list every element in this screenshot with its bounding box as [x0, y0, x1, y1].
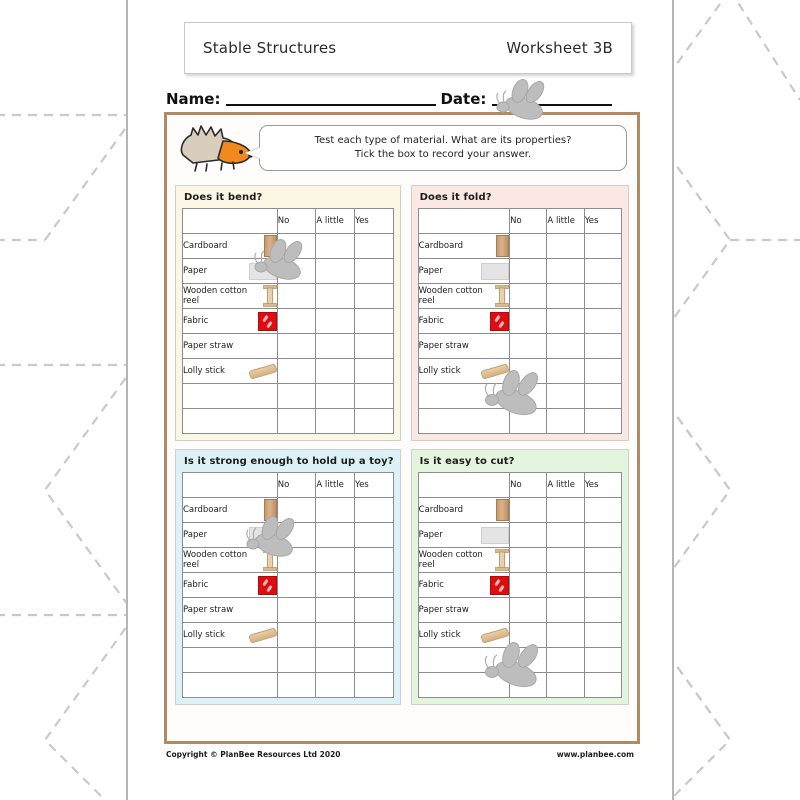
checkbox-cell-a-little[interactable] [316, 598, 355, 623]
fabric-icon [490, 576, 509, 595]
checkbox-cell-yes[interactable] [355, 234, 394, 259]
property-table-fold [418, 208, 622, 434]
property-table-cut [418, 472, 622, 698]
checkbox-cell-yes[interactable] [584, 673, 621, 698]
copyright-text: Copyright © PlanBee Resources Ltd 2020 [166, 750, 341, 759]
property-table-bend [182, 208, 394, 434]
checkbox-cell-no[interactable] [277, 284, 316, 309]
checkbox-cell-yes[interactable] [584, 334, 621, 359]
table-row [183, 259, 394, 284]
fabric-icon [490, 312, 509, 331]
checkbox-cell-yes[interactable] [355, 384, 394, 409]
table-row [183, 498, 394, 523]
material-cell-blank[interactable] [418, 648, 510, 673]
checkbox-cell-a-little[interactable] [316, 623, 355, 648]
table-row [183, 598, 394, 623]
checkbox-cell-a-little[interactable] [316, 409, 355, 434]
checkbox-cell-yes[interactable] [584, 598, 621, 623]
checkbox-cell-a-little[interactable] [547, 359, 584, 384]
material-label: Paper [183, 266, 208, 276]
lolly-stick-icon [248, 627, 277, 643]
worksheet-topic: Stable Structures [203, 39, 337, 57]
checkbox-cell-yes[interactable] [355, 498, 394, 523]
table-row [418, 409, 621, 434]
checkbox-cell-yes[interactable] [355, 334, 394, 359]
cotton-reel-icon [263, 549, 277, 571]
checkbox-cell-no[interactable] [277, 384, 316, 409]
checkbox-cell-yes[interactable] [355, 359, 394, 384]
material-cell [418, 623, 510, 648]
material-cell [183, 523, 278, 548]
material-label: Paper [418, 266, 443, 276]
checkbox-cell-no[interactable] [510, 598, 547, 623]
paper-icon [249, 527, 277, 544]
table-header-row [418, 209, 621, 234]
fabric-icon [258, 576, 277, 595]
name-input-line[interactable] [226, 90, 436, 106]
checkbox-cell-a-little[interactable] [547, 234, 584, 259]
checkbox-cell-no[interactable] [277, 573, 316, 598]
checkbox-cell-a-little[interactable] [547, 284, 584, 309]
table-row [418, 284, 621, 309]
table-row [418, 309, 621, 334]
material-cell [418, 523, 510, 548]
material-label: Paper [183, 530, 208, 540]
checkbox-cell-a-little[interactable] [547, 573, 584, 598]
checkbox-cell-no[interactable] [510, 573, 547, 598]
checkbox-cell-no[interactable] [277, 334, 316, 359]
checkbox-cell-yes[interactable] [584, 523, 621, 548]
checkbox-cell-yes[interactable] [584, 409, 621, 434]
checkbox-cell-no[interactable] [510, 284, 547, 309]
table-row [418, 548, 621, 573]
checkbox-cell-a-little[interactable] [316, 648, 355, 673]
material-label: Paper straw [183, 605, 234, 615]
col-yes: Yes [355, 473, 394, 498]
material-cell [418, 598, 510, 623]
material-label: Wooden cotton reel [418, 550, 483, 570]
checkbox-cell-a-little[interactable] [547, 409, 584, 434]
section-does-it-bend [175, 185, 401, 441]
checkbox-cell-no[interactable] [277, 648, 316, 673]
material-label: Paper [418, 530, 443, 540]
checkbox-cell-a-little[interactable] [316, 359, 355, 384]
material-label: Cardboard [418, 241, 464, 251]
checkbox-cell-a-little[interactable] [547, 384, 584, 409]
bubble-tail [245, 147, 261, 159]
material-label: Fabric [418, 580, 444, 590]
material-label: Wooden cotton reel [418, 286, 483, 306]
checkbox-cell-no[interactable] [277, 598, 316, 623]
checkbox-cell-a-little[interactable] [547, 309, 584, 334]
col-yes: Yes [355, 209, 394, 234]
table-row [183, 384, 394, 409]
header-title-box [184, 22, 632, 74]
cardboard-icon [496, 499, 509, 521]
checkbox-cell-yes[interactable] [355, 598, 394, 623]
material-label: Paper straw [183, 341, 234, 351]
paper-icon [481, 527, 509, 544]
material-cell-blank[interactable] [183, 673, 278, 698]
checkbox-cell-yes[interactable] [584, 498, 621, 523]
page-footer [166, 750, 634, 759]
paper-icon [249, 263, 277, 280]
website-text: www.planbee.com [556, 750, 634, 759]
col-a-little: A little [547, 473, 584, 498]
instruction-row [175, 125, 629, 179]
checkbox-cell-no[interactable] [510, 359, 547, 384]
table-row [418, 334, 621, 359]
table-row [418, 359, 621, 384]
material-cell-blank[interactable] [418, 384, 510, 409]
checkbox-cell-a-little[interactable] [316, 673, 355, 698]
table-row [183, 334, 394, 359]
sections-grid [175, 185, 629, 691]
table-row [183, 234, 394, 259]
material-cell [183, 598, 278, 623]
checkbox-cell-a-little[interactable] [316, 259, 355, 284]
material-label: Lolly stick [183, 366, 225, 376]
col-material [183, 209, 278, 234]
checkbox-cell-yes[interactable] [584, 284, 621, 309]
table-row [183, 409, 394, 434]
checkbox-cell-no[interactable] [277, 623, 316, 648]
material-label: Cardboard [183, 505, 228, 515]
checkbox-cell-yes[interactable] [355, 548, 394, 573]
checkbox-cell-no[interactable] [277, 498, 316, 523]
checkbox-cell-a-little[interactable] [316, 309, 355, 334]
material-cell [183, 623, 278, 648]
material-label: Cardboard [183, 241, 228, 251]
material-cell [183, 259, 278, 284]
material-cell [418, 309, 510, 334]
material-label: Fabric [183, 316, 209, 326]
checkbox-cell-yes[interactable] [355, 623, 394, 648]
col-material [183, 473, 278, 498]
checkbox-cell-no[interactable] [510, 309, 547, 334]
checkbox-cell-no[interactable] [510, 673, 547, 698]
checkbox-cell-no[interactable] [510, 234, 547, 259]
paper-icon [481, 263, 509, 280]
checkbox-cell-a-little[interactable] [547, 673, 584, 698]
checkbox-cell-a-little[interactable] [547, 523, 584, 548]
material-cell [183, 548, 278, 573]
checkbox-cell-yes[interactable] [355, 284, 394, 309]
checkbox-cell-yes[interactable] [355, 259, 394, 284]
checkbox-cell-no[interactable] [277, 548, 316, 573]
checkbox-cell-a-little[interactable] [316, 234, 355, 259]
date-label: Date: [440, 90, 487, 108]
material-label: Wooden cotton reel [183, 550, 248, 570]
table-row [183, 284, 394, 309]
material-label: Fabric [183, 580, 209, 590]
checkbox-cell-yes[interactable] [584, 259, 621, 284]
checkbox-cell-yes[interactable] [355, 409, 394, 434]
material-cell [418, 359, 510, 384]
checkbox-cell-a-little[interactable] [547, 259, 584, 284]
table-row [418, 573, 621, 598]
checkbox-cell-no[interactable] [510, 623, 547, 648]
checkbox-cell-no[interactable] [277, 259, 316, 284]
checkbox-cell-no[interactable] [277, 234, 316, 259]
checkbox-cell-yes[interactable] [584, 384, 621, 409]
material-label: Wooden cotton reel [183, 286, 248, 306]
table-row [183, 523, 394, 548]
material-cell [183, 573, 278, 598]
material-cell [418, 234, 510, 259]
material-cell [183, 309, 278, 334]
date-input-line[interactable] [492, 90, 612, 106]
checkbox-cell-no[interactable] [510, 498, 547, 523]
table-header-row [183, 209, 394, 234]
table-row [183, 359, 394, 384]
col-no: No [510, 473, 547, 498]
instruction-line-2: Tick the box to record your answer. [354, 149, 532, 160]
cotton-reel-icon [263, 285, 277, 307]
table-row [418, 648, 621, 673]
cardboard-icon [496, 235, 509, 257]
instruction-line-1: Test each type of material. What are its properties? [314, 135, 572, 146]
checkbox-cell-yes[interactable] [355, 573, 394, 598]
material-cell-blank[interactable] [183, 648, 278, 673]
col-material [418, 209, 510, 234]
cotton-reel-icon [495, 549, 509, 571]
checkbox-cell-yes[interactable] [584, 573, 621, 598]
cardboard-icon [264, 235, 277, 257]
col-yes: Yes [584, 473, 621, 498]
col-material [418, 473, 510, 498]
checkbox-cell-no[interactable] [510, 334, 547, 359]
checkbox-cell-a-little[interactable] [316, 548, 355, 573]
table-header-row [418, 473, 621, 498]
table-row [418, 259, 621, 284]
lolly-stick-icon [480, 363, 509, 379]
checkbox-cell-a-little[interactable] [316, 384, 355, 409]
col-no: No [277, 209, 316, 234]
checkbox-cell-a-little[interactable] [316, 498, 355, 523]
fabric-icon [258, 312, 277, 331]
material-cell [183, 284, 278, 309]
checkbox-cell-yes[interactable] [584, 359, 621, 384]
worksheet-page [126, 0, 674, 800]
material-cell [418, 284, 510, 309]
checkbox-cell-yes[interactable] [355, 648, 394, 673]
hedgehog-icon [177, 123, 255, 175]
instruction-bubble [259, 125, 627, 171]
checkbox-cell-yes[interactable] [584, 309, 621, 334]
section-is-it-easy-to-cut [411, 449, 629, 705]
lolly-stick-icon [480, 627, 509, 643]
content-frame [164, 112, 640, 744]
material-cell-blank[interactable] [183, 409, 278, 434]
checkbox-cell-yes[interactable] [584, 648, 621, 673]
col-a-little: A little [316, 473, 355, 498]
lolly-stick-icon [248, 363, 277, 379]
section-title: Does it bend? [184, 192, 263, 203]
checkbox-cell-a-little[interactable] [316, 573, 355, 598]
checkbox-cell-a-little[interactable] [547, 648, 584, 673]
checkbox-cell-no[interactable] [510, 548, 547, 573]
table-row [418, 598, 621, 623]
material-label: Fabric [418, 316, 444, 326]
table-row [183, 623, 394, 648]
material-label: Lolly stick [418, 366, 461, 376]
name-label: Name: [166, 90, 221, 108]
material-cell [418, 259, 510, 284]
material-cell [418, 573, 510, 598]
checkbox-cell-no[interactable] [277, 359, 316, 384]
checkbox-cell-no[interactable] [277, 673, 316, 698]
material-label: Lolly stick [418, 630, 461, 640]
checkbox-cell-yes[interactable] [355, 673, 394, 698]
table-row [183, 648, 394, 673]
col-a-little: A little [316, 209, 355, 234]
checkbox-cell-no[interactable] [510, 384, 547, 409]
material-cell [183, 234, 278, 259]
checkbox-cell-a-little[interactable] [547, 623, 584, 648]
cardboard-icon [264, 499, 277, 521]
checkbox-cell-a-little[interactable] [547, 598, 584, 623]
checkbox-cell-no[interactable] [510, 523, 547, 548]
material-label: Lolly stick [183, 630, 225, 640]
table-row [418, 234, 621, 259]
table-row [183, 309, 394, 334]
checkbox-cell-a-little[interactable] [316, 284, 355, 309]
checkbox-cell-a-little[interactable] [547, 548, 584, 573]
section-title: Is it easy to cut? [419, 456, 515, 467]
material-label: Paper straw [418, 341, 469, 351]
material-cell-blank[interactable] [418, 673, 510, 698]
section-title: Does it fold? [419, 192, 492, 203]
material-cell [183, 334, 278, 359]
material-cell [418, 548, 510, 573]
checkbox-cell-no[interactable] [277, 309, 316, 334]
table-row [418, 498, 621, 523]
worksheet-number: Worksheet 3B [506, 39, 613, 57]
material-cell-blank[interactable] [183, 384, 278, 409]
cotton-reel-icon [495, 285, 509, 307]
checkbox-cell-no[interactable] [277, 523, 316, 548]
checkbox-cell-yes[interactable] [355, 523, 394, 548]
checkbox-cell-no[interactable] [277, 409, 316, 434]
table-row [418, 623, 621, 648]
table-row [418, 523, 621, 548]
table-row [183, 573, 394, 598]
checkbox-cell-no[interactable] [510, 409, 547, 434]
checkbox-cell-yes[interactable] [355, 309, 394, 334]
section-does-it-fold [411, 185, 629, 441]
col-yes: Yes [584, 209, 621, 234]
table-row [183, 673, 394, 698]
checkbox-cell-no[interactable] [510, 259, 547, 284]
checkbox-cell-yes[interactable] [584, 234, 621, 259]
checkbox-cell-a-little[interactable] [316, 334, 355, 359]
material-cell [183, 359, 278, 384]
table-row [418, 673, 621, 698]
name-date-row [166, 84, 646, 108]
table-row [183, 548, 394, 573]
property-table-strong [182, 472, 394, 698]
table-row [418, 384, 621, 409]
material-cell [418, 498, 510, 523]
table-header-row [183, 473, 394, 498]
col-a-little: A little [547, 209, 584, 234]
checkbox-cell-a-little[interactable] [316, 523, 355, 548]
checkbox-cell-yes[interactable] [584, 548, 621, 573]
checkbox-cell-yes[interactable] [584, 623, 621, 648]
material-cell [418, 334, 510, 359]
material-cell [183, 498, 278, 523]
section-is-it-strong [175, 449, 401, 705]
material-label: Cardboard [418, 505, 464, 515]
material-cell-blank[interactable] [418, 409, 510, 434]
col-no: No [510, 209, 547, 234]
material-label: Paper straw [418, 605, 469, 615]
section-title: Is it strong enough to hold up a toy? [184, 456, 394, 467]
checkbox-cell-a-little[interactable] [547, 498, 584, 523]
col-no: No [277, 473, 316, 498]
checkbox-cell-no[interactable] [510, 648, 547, 673]
checkbox-cell-a-little[interactable] [547, 334, 584, 359]
